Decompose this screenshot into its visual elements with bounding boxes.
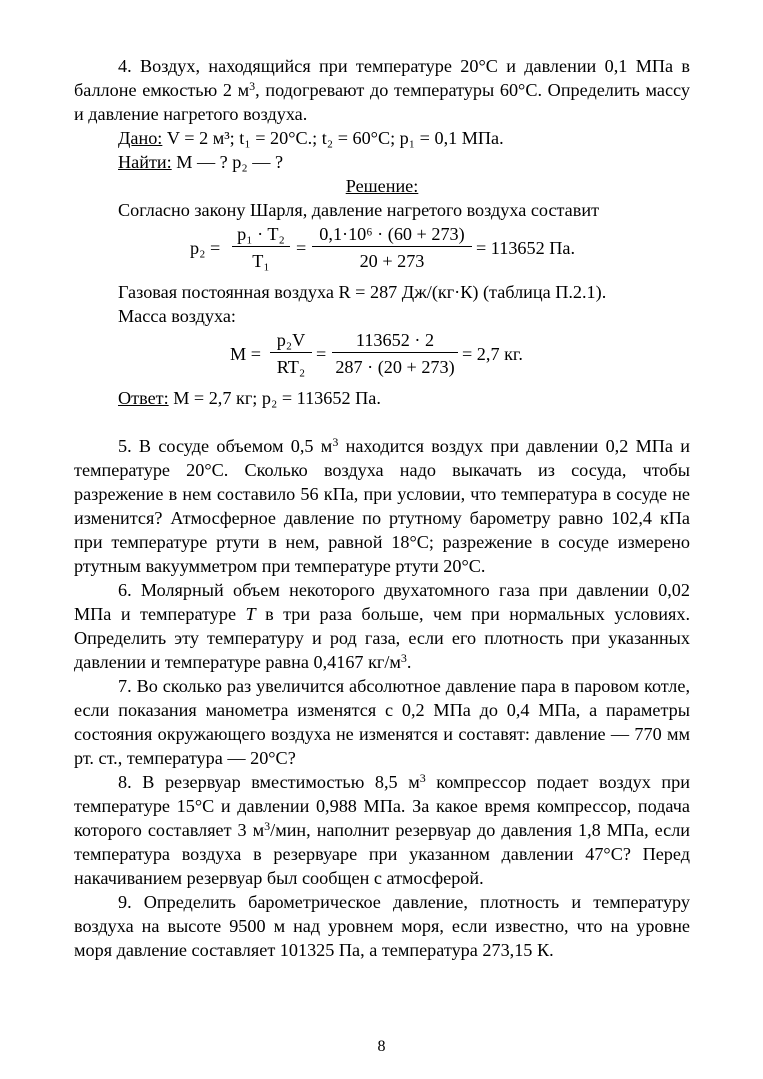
formula-fraction-symbolic: $\frac{\text{p₂V}}{\text{RT₂}}$ [270, 328, 312, 379]
formula-lhs: p₂ = [190, 238, 221, 258]
charles-law-text: Согласно закону Шарля, давление нагретого воздуха составит [118, 200, 600, 220]
formula-fraction-numeric: $\frac{113652 \cdot 2}{287 \cdot (20 + 273)}$ [332, 328, 458, 379]
formula-equals: = [316, 344, 327, 364]
page-content [74, 54, 690, 962]
formula-mass [74, 328, 690, 380]
problem-7: 7. Во сколько раз увеличится абсолютное давление пара в паровом котле, если показания манометра изменятся с 0,2 МПа до 0,4 МПа, а параметры состояния окружающего воздуха не изменятся и составят: давление — 770 мм рт. ст., температура — 20°С? [74, 676, 690, 768]
formula-fraction-numeric: $\frac{\text{0,1·10⁶ · (60 + 273)}}{20 + 273}$ [312, 222, 472, 273]
problem-4-find: Найти: M — ? p₂ — ? [118, 152, 284, 172]
formula-pressure [74, 222, 690, 274]
problem-4-statement: 4. Воздух, находящийся при температуре 20°С и давлении 0,1 МПа в баллоне емкостью 2 $м^3$, подогревают до температуры 60°С. Определить массу и давление нагретого воздуха. [74, 56, 690, 124]
problem-8: 8. В резервуар вместимостью 8,5 $м^3$ компрессор подает воздух при температуре 15°С и давлении 0,988 МПа. За какое время компрессор, подача которого составляет 3 $м^3$/мин, наполнит резервуар до давления 1,8 МПа, если температура воздуха в резервуаре при указанном давлении 47°С? Перед накачиванием резервуар был сообщен с атмосферой. [74, 771, 690, 888]
mass-label: Масса воздуха: [118, 306, 236, 326]
problem-9: 9. Определить барометрическое давление, плотность и температуру воздуха на высоте 9500 м над уровнем моря, если известно, что на уровне моря давление составляет 101325 Па, а температура 273,15 К. [74, 892, 690, 960]
formula-fraction-symbolic: $\frac{\text{p₁ · T₂}}{\text{T₁}}$ [232, 222, 290, 273]
formula-lhs: M = [230, 344, 261, 364]
problem-5: 5. В сосуде объемом 0,5 $м^3$ находится воздух при давлении 0,2 МПа и температуре 20°С. Сколько воздуха надо выкачать из сосуда, чтобы разрежение в нем составило 56 кПа, при условии, что температура в сосуде не изменится? Атмосферное давление по ртутному барометру равно 102,4 кПа при температуре ртути в нем, равной 18°С; разрежение в сосуде измерено ртутным вакуумметром при температуре ртути 20°С. [74, 435, 690, 576]
formula-result: = 113652 Па. [476, 238, 575, 258]
spacer [74, 410, 690, 434]
solution-heading: Решение: [345, 176, 419, 196]
formula-result: = 2,7 кг. [462, 344, 523, 364]
gas-constant-text: Газовая постоянная воздуха R = 287 Дж/(кг·К) (таблица П.2.1). [118, 282, 607, 302]
problem-6: 6. Молярный объем некоторого двухатомного газа при давлении 0,02 МПа и температуре T в три раза больше, чем при нормальных условиях. Определить эту температуру и род газа, если его плотность при указанных давлении и температуре равна 0,4167 $кг/м^3$. [74, 580, 690, 672]
problem-4-given: Дано: V = 2 м³; t₁ = 20°С.; t₂ = 60°С; p₁ = 0,1 МПа. [118, 128, 504, 148]
formula-equals: = [296, 238, 307, 258]
page-number: 8 [377, 1038, 386, 1055]
problem-4-answer: Ответ: M = 2,7 кг; p₂ = 113652 Па. [118, 388, 381, 408]
